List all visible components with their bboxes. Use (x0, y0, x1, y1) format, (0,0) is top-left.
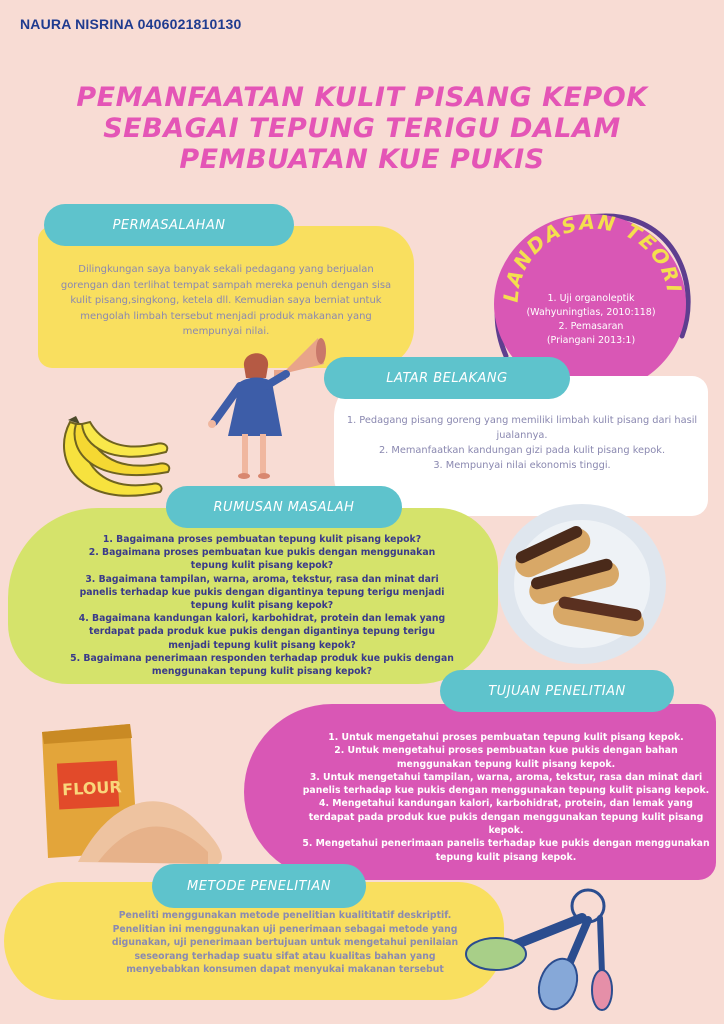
banana-illustration (40, 410, 180, 520)
landasan-label: LANDASAN TEORI (498, 209, 687, 304)
landasan-item: 2. Pemasaran (558, 321, 624, 332)
tujuan-label: TUJUAN PENELITIAN (440, 670, 674, 712)
woman-megaphone-illustration (200, 326, 340, 486)
tujuan-item: 2. Untuk mengetahui proses pembuatan kue pukis dengan bahan menggunakan tepung kulit pisang kepok. (334, 745, 678, 770)
rumusan-item: 5. Bagaimana penerimaan responden terhadap produk kue pukis dengan menggunakan tepung kulit pisang kepok? (70, 652, 454, 678)
rumusan-item: 1. Bagaimana proses pembuatan tepung kulit pisang kepok? (102, 534, 422, 545)
tujuan-item: 5. Mengetahui penerimaan panelis terhadap kue pukis dengan menggunakan tepung kulit pisang kepok. (302, 838, 710, 863)
metode-text: Peneliti menggunakan metode penelitian kualititatif deskriptif. Penelitian ini menggunakan uji penerimaan sebagai metode yang digunakan, uji penerimaan bertujuan untuk mengetahui penilaian seseorang terhadap suatu sifat atau kualitas bahan yang menyebabkan konsumen dapat menyukai makanan tersebut (111, 910, 459, 975)
landasan-item: (Wahyuningtias, 2010:118) (526, 307, 656, 318)
rumusan-item: 2. Bagaimana proses pembuatan kue pukis dengan menggunakan tepung kulit pisang kepok? (88, 547, 436, 572)
tujuan-item: 3. Untuk mengetahui tampilan, warna, aroma, tekstur, rasa dan minat dari panelis terhadap kue pukis dengan menggunakan tepung kulit pisang kepok. (302, 771, 710, 797)
title-line-3: PEMBUATAN KUE PUKIS (179, 144, 545, 175)
landasan-items (506, 292, 676, 348)
rumusan-item: 4. Bagaimana kandungan kalori, karbohidrat, protein dan lemak yang terdapat pada produk kue pukis dengan digantinya tepung terigu menjadi tepung kulit pisang kepok? (78, 613, 446, 651)
metode-label: METODE PENELITIAN (152, 864, 366, 908)
latar-item: 1. Pedagang pisang goreng yang memiliki limbah kulit pisang dari hasil jualannya. (346, 415, 698, 441)
page-title (40, 82, 684, 175)
flour-bag-illustration (38, 712, 234, 872)
author-name: NAURA NISRINA 0406021810130 (20, 16, 242, 32)
rumusan-item: 3. Bagaimana tampilan, warna, aroma, tekstur, rasa dan minat dari panelis terhadap kue pukis dengan digantinya tepung terigu menjadi tepung kulit pisang kepok? (79, 573, 445, 612)
permasalahan-text: Dilingkungan saya banyak sekali pedagang yang berjualan gorengan dan terlihat tempat sampah mereka penuh dengan sisa kulit pisang,singkong, ketela dll. Kemudian saya berniat untuk mengolah limbah tersebut menjadi produk makanan yang mempunyai nilai. (60, 264, 392, 337)
landasan-item: 1. Uji organoleptik (547, 293, 635, 304)
flour-label: FLOUR (61, 777, 123, 800)
tujuan-item: 1. Untuk mengetahui proses pembuatan tepung kulit pisang kepok. (328, 732, 684, 743)
tujuan-item: 4. Mengetahui kandungan kalori, karbohidrat, protein, dan lemak yang terdapat pada produk kue pukis dengan menggunakan tepung kulit pisang kepok. (308, 798, 704, 837)
kue-pukis-plate-illustration (494, 500, 670, 668)
title-line-2: SEBAGAI TEPUNG TERIGU DALAM (103, 113, 621, 144)
title-line-1: PEMANFAATAN KULIT PISANG KEPOK (76, 82, 648, 113)
tujuan-items (300, 731, 712, 864)
landasan-item: (Priangani 2013:1) (546, 335, 636, 346)
latar-item: 3. Mempunyai nilai ekonomis tinggi. (433, 460, 611, 471)
latar-items (346, 413, 698, 473)
latar-item: 2. Memanfaatkan kandungan gizi pada kulit pisang kepok. (378, 445, 666, 456)
permasalahan-label: PERMASALAHAN (44, 204, 294, 246)
latar-label: LATAR BELAKANG (324, 357, 570, 399)
measuring-spoons-illustration (462, 884, 642, 1016)
rumusan-items (70, 533, 454, 678)
rumusan-label: RUMUSAN MASALAH (166, 486, 402, 528)
